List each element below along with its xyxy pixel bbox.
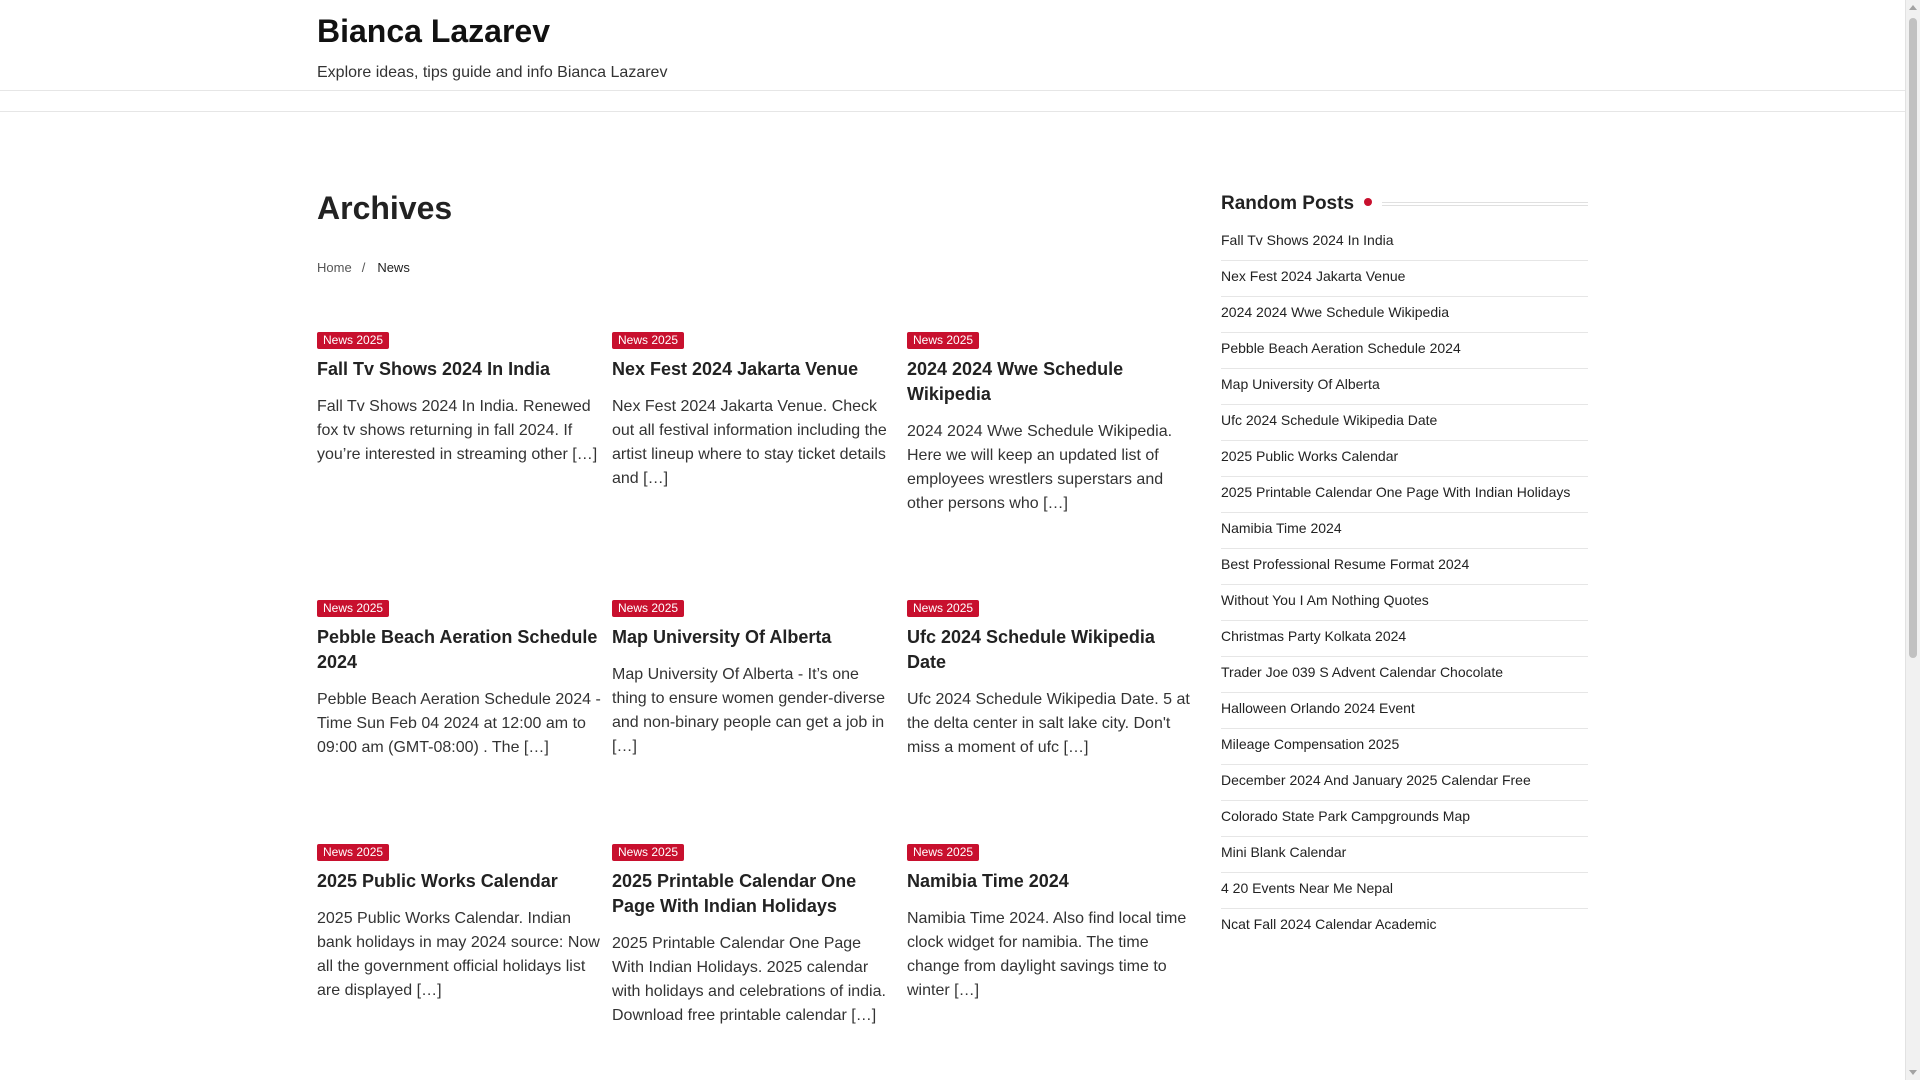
post-category-badge[interactable]: News 2025 [907,844,979,861]
random-post-link[interactable]: Mileage Compensation 2025 [1221,729,1588,765]
post-excerpt: 2024 2024 Wwe Schedule Wikipedia. Here we will keep an updated list of employees wrestlers superstars and other persons who […] [907,423,1173,512]
post-card [907,331,1192,516]
post-title[interactable]: Nex Fest 2024 Jakarta Venue [612,359,859,379]
scrollbar-thumb[interactable] [1909,18,1917,658]
widget-title [1221,189,1382,219]
post-title[interactable]: 2024 2024 Wwe Schedule Wikipedia [907,359,1124,404]
post-excerpt: Ufc 2024 Schedule Wikipedia Date. 5 at the delta center in salt lake city. Don't miss a moment of ufc […] [907,691,1190,756]
post-category-badge[interactable]: News 2025 [612,332,684,349]
post-card [317,599,602,760]
post-card [612,843,897,1028]
random-post-link[interactable]: 2025 Public Works Calendar [1221,441,1588,477]
post-category-badge[interactable]: News 2025 [317,844,389,861]
random-post-link[interactable]: Trader Joe 039 S Advent Calendar Chocolate [1221,657,1588,693]
site-branding [317,12,667,82]
main-content [317,182,1192,1024]
post-title[interactable]: 2025 Public Works Calendar [317,871,558,891]
random-post-link[interactable]: Ufc 2024 Schedule Wikipedia Date [1221,405,1588,441]
post-category-badge[interactable]: News 2025 [317,600,389,617]
page-scrollbar[interactable] [1905,0,1920,1080]
post-category-badge[interactable]: News 2025 [612,600,684,617]
post-title[interactable]: Ufc 2024 Schedule Wikipedia Date [907,627,1155,672]
widget-dot-icon [1364,198,1372,206]
site-tagline: Explore ideas, tips guide and info Bianca Lazarev [317,64,668,81]
site-header [0,0,1905,91]
post-title[interactable]: Map University Of Alberta [612,627,832,647]
post-title[interactable]: Namibia Time 2024 [907,871,1069,891]
random-post-link[interactable]: Colorado State Park Campgrounds Map [1221,801,1588,837]
breadcrumb-separator: / [361,260,366,275]
random-post-link[interactable]: 4 20 Events Near Me Nepal [1221,873,1588,909]
post-excerpt: 2025 Public Works Calendar. Indian bank holidays in may 2024 source: Now all the government official holidays list are displayed […] [317,910,600,999]
widget-header [1221,189,1588,219]
post-excerpt: 2025 Printable Calendar One Page With Indian Holidays. 2025 calendar with holidays and celebrations of india. Download free printable calendar […] [612,935,886,1024]
post-card [317,843,602,1003]
post-card [317,331,602,467]
random-post-link[interactable]: Ncat Fall 2024 Calendar Academic [1221,916,1437,932]
widget-title-text: Random Posts [1221,193,1355,214]
post-card [612,599,897,759]
post-title[interactable]: 2025 Printable Calendar One Page With Indian Holidays [612,871,857,916]
breadcrumb-home-link[interactable]: Home [317,260,352,275]
post-card [907,843,1192,1003]
site-title[interactable]: Bianca Lazarev [317,13,551,49]
random-post-link[interactable]: Without You I Am Nothing Quotes [1221,585,1588,621]
random-post-link[interactable]: Pebble Beach Aeration Schedule 2024 [1221,333,1588,369]
random-post-link[interactable]: Fall Tv Shows 2024 In India [1221,225,1588,261]
random-post-link[interactable]: Mini Blank Calendar [1221,837,1588,873]
post-card [907,599,1192,760]
post-excerpt: Nex Fest 2024 Jakarta Venue. Check out all festival information including the artist lineup where to stay ticket details and […] [612,398,887,487]
breadcrumb-current: News [377,260,410,275]
post-category-badge[interactable]: News 2025 [317,332,389,349]
post-excerpt: Pebble Beach Aeration Schedule 2024 - Time Sun Feb 04 2024 at 12:00 am to 09:00 am (GMT-08:00) . The […] [317,691,601,756]
post-category-badge[interactable]: News 2025 [907,332,979,349]
random-post-link[interactable]: December 2024 And January 2025 Calendar Free [1221,765,1588,801]
post-title[interactable]: Fall Tv Shows 2024 In India [317,359,551,379]
post-excerpt: Fall Tv Shows 2024 In India. Renewed fox tv shows returning in fall 2024. If you’re interested in streaming other […] [317,398,598,463]
random-post-link[interactable]: Best Professional Resume Format 2024 [1221,549,1588,585]
post-category-badge[interactable]: News 2025 [612,844,684,861]
sidebar [1221,189,1588,944]
post-excerpt: Map University Of Alberta - It’s one thing to ensure women gender-diverse and non-binary people can get a job in […] [612,666,886,755]
random-post-link[interactable]: Namibia Time 2024 [1221,513,1588,549]
random-post-link[interactable]: Map University Of Alberta [1221,369,1588,405]
post-excerpt: Namibia Time 2024. Also find local time clock widget for namibia. The time change from daylight savings time to winter […] [907,910,1187,999]
scroll-down-icon[interactable] [1909,1070,1917,1075]
breadcrumb [317,260,1192,276]
post-title[interactable]: Pebble Beach Aeration Schedule 2024 [317,627,598,672]
random-post-link[interactable]: 2024 2024 Wwe Schedule Wikipedia [1221,297,1588,333]
random-post-link[interactable]: Christmas Party Kolkata 2024 [1221,621,1588,657]
post-card [612,331,897,491]
nav-divider [0,111,1905,112]
scroll-up-icon[interactable] [1909,5,1917,10]
random-post-link[interactable]: Halloween Orlando 2024 Event [1221,693,1588,729]
post-category-badge[interactable]: News 2025 [907,600,979,617]
random-post-link[interactable]: 2025 Printable Calendar One Page With Indian Holidays [1221,477,1588,513]
random-posts-list [1221,225,1588,944]
random-post-link[interactable]: Nex Fest 2024 Jakarta Venue [1221,261,1588,297]
page-title: Archives [317,190,453,226]
